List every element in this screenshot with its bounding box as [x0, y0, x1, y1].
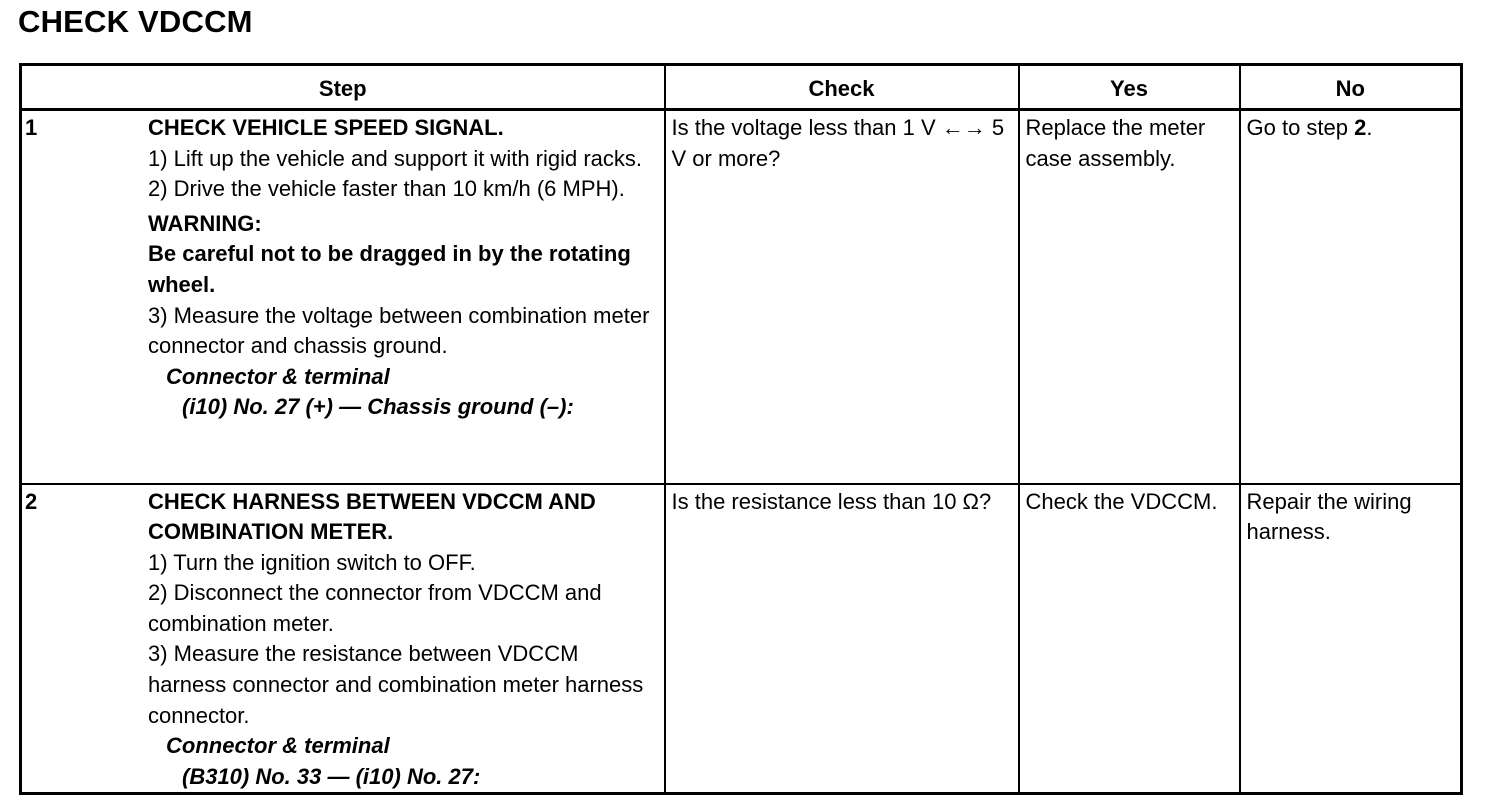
step-cell	[21, 110, 665, 484]
substep: 1) Turn the ignition switch to OFF.	[148, 549, 476, 575]
header-yes: Yes	[1019, 65, 1240, 110]
step-reference: 2	[1354, 115, 1367, 140]
warning-label: WARNING:	[148, 210, 262, 236]
step-body	[148, 487, 660, 793]
no-cell: Repair the wiring harness.	[1240, 484, 1462, 794]
diagnostic-table	[19, 63, 1463, 795]
substep: 3) Measure the voltage between combination meter connector and chassis ground.	[148, 302, 650, 359]
connector-label: Connector & terminal	[166, 363, 390, 389]
step-number: 1	[25, 115, 38, 140]
page-title: CHECK VDCCM	[18, 4, 253, 39]
table-row	[21, 484, 1462, 794]
table-row	[21, 110, 1462, 484]
connector-label: Connector & terminal	[166, 733, 390, 759]
header-check: Check	[665, 65, 1019, 110]
substep: 3) Measure the resistance between VDCCM harness connector and combination meter harness connector.	[148, 641, 644, 728]
step-title: CHECK HARNESS BETWEEN VDCCM AND COMBINATION METER.	[148, 488, 596, 545]
no-cell	[1240, 110, 1462, 484]
check-cell: Is the voltage less than 1 V ←→ 5 V or more?	[665, 110, 1019, 484]
substep: 2) Disconnect the connector from VDCCM and combination meter.	[148, 580, 602, 636]
terminal-spec: (i10) No. 27 (+) — Chassis ground (–):	[182, 394, 574, 420]
yes-cell: Replace the meter case assembly.	[1019, 110, 1240, 484]
substep: 2) Drive the vehicle faster than 10 km/h (6 MPH).	[148, 176, 625, 202]
step-number: 2	[25, 488, 38, 514]
no-text: Go to step	[1246, 115, 1355, 140]
step-body	[148, 113, 660, 423]
table-header-row	[21, 65, 1462, 110]
step-cell	[21, 484, 665, 794]
yes-cell: Check the VDCCM.	[1019, 484, 1240, 794]
terminal-spec: (B310) No. 33 — (i10) No. 27:	[182, 763, 481, 789]
step-title: CHECK VEHICLE SPEED SIGNAL.	[148, 115, 504, 140]
check-cell: Is the resistance less than 10 Ω?	[665, 484, 1019, 794]
header-step: Step	[21, 65, 665, 110]
no-text-suffix: .	[1366, 115, 1373, 140]
header-no: No	[1240, 65, 1462, 110]
warning-text: Be careful not to be dragged in by the rotating wheel.	[148, 241, 631, 297]
substep: 1) Lift up the vehicle and support it with rigid racks.	[148, 145, 643, 171]
